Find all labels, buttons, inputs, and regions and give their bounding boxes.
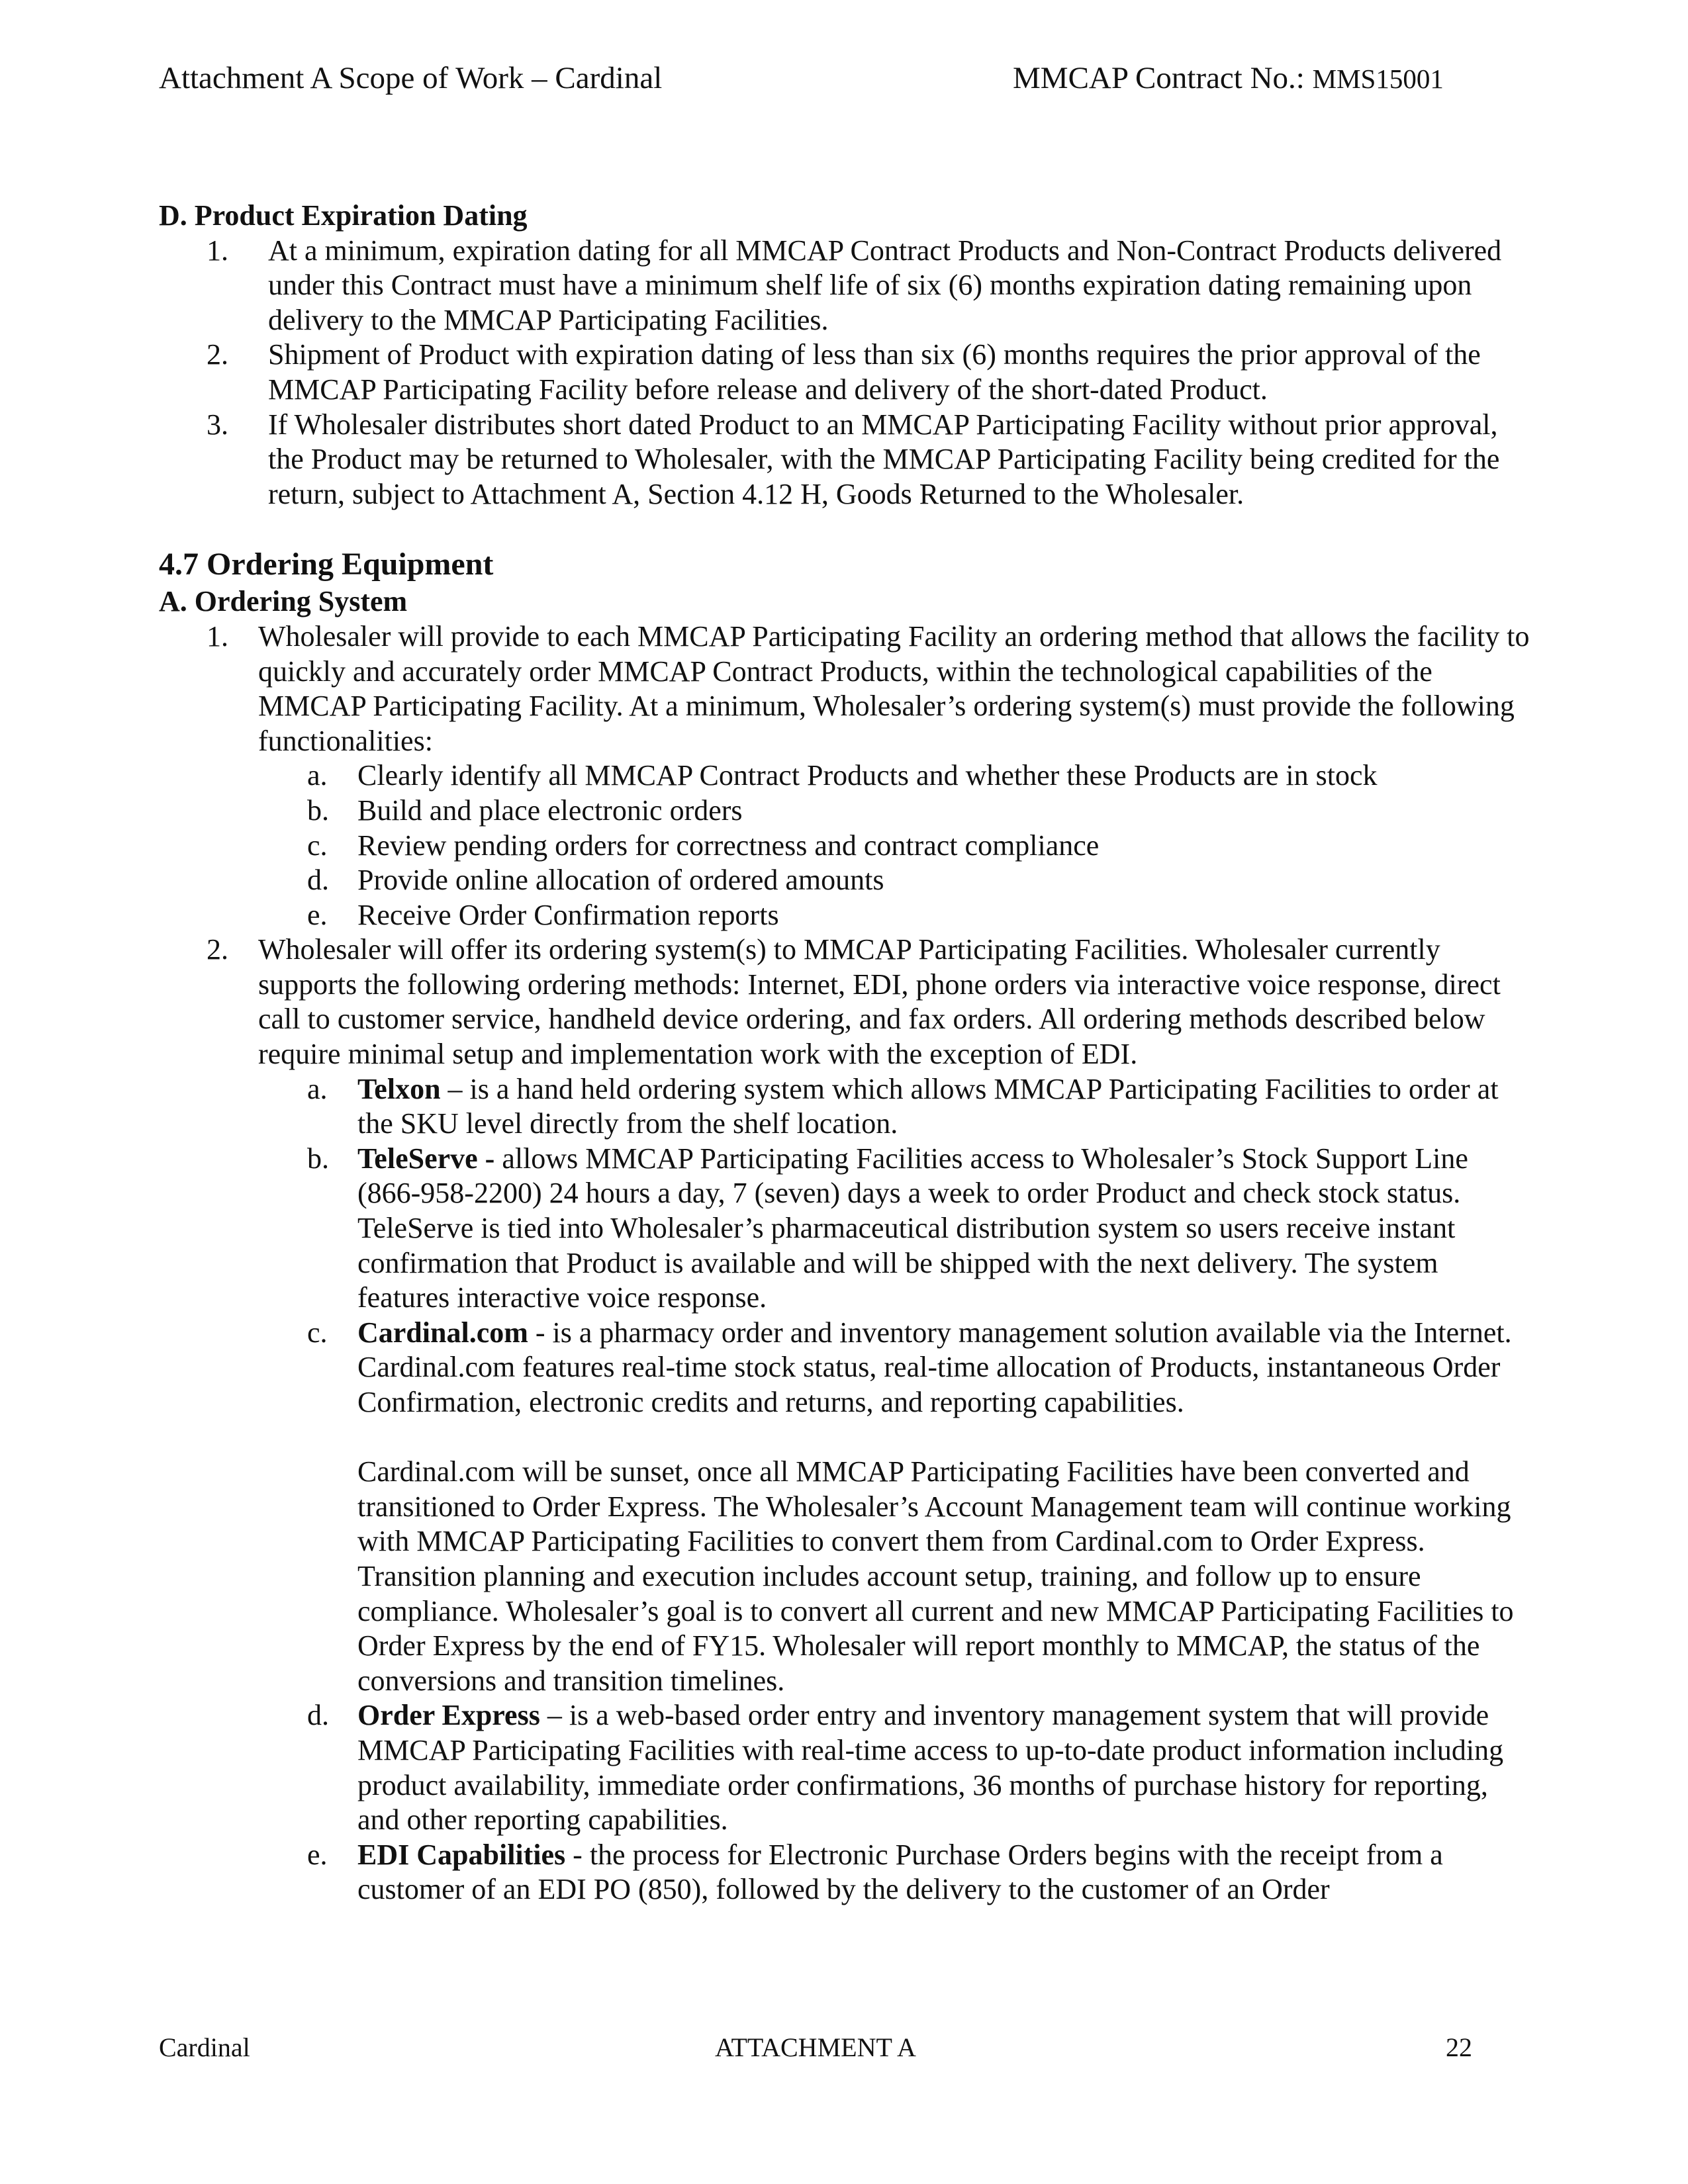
item-number: 2. <box>207 338 228 371</box>
item-letter: e. <box>307 898 328 931</box>
method-term: Order Express <box>357 1699 540 1732</box>
list-item <box>258 1698 1536 1837</box>
section-d-heading: D. Product Expiration Dating <box>159 199 528 232</box>
contract-number: MMS15001 <box>1312 64 1444 94</box>
list-item <box>159 338 1536 407</box>
item-letter: b. <box>307 1142 329 1175</box>
section-d-list <box>159 234 1536 512</box>
list-item <box>258 1142 1536 1316</box>
item-text: At a minimum, expiration dating for all MMCAP Contract Products and Non-Contract Products delivered under this Contract must have a minimum shelf life of six (6) months expiration dating remaining upon delivery to the MMCAP Participating Facilities. <box>268 234 1502 336</box>
page-footer <box>159 2029 1496 2066</box>
item-number: 3. <box>207 408 228 441</box>
footer-attachment: ATTACHMENT A <box>715 2032 916 2062</box>
item-letter: a. <box>307 1072 328 1105</box>
list-item <box>258 863 1536 898</box>
list-item <box>258 1838 1536 1907</box>
method-term: Telxon <box>357 1072 441 1105</box>
list-item <box>258 758 1536 794</box>
functionality-list <box>258 758 1536 933</box>
page-number: 22 <box>1446 2032 1472 2062</box>
item-letter: c. <box>307 829 328 862</box>
method-term: Cardinal.com <box>357 1316 528 1349</box>
contract-label: MMCAP Contract No.: <box>1013 61 1305 95</box>
page-header <box>159 58 1496 98</box>
list-item <box>159 234 1536 338</box>
section-47-heading: 4.7 Ordering Equipment <box>159 547 494 582</box>
footer-company: Cardinal <box>159 2032 250 2062</box>
list-item <box>159 619 1536 933</box>
item-number: 1. <box>207 619 228 653</box>
ordering-system-heading: A. Ordering System <box>159 585 408 618</box>
header-title: Attachment A Scope of Work – Cardinal <box>159 61 663 95</box>
method-term: EDI Capabilities <box>357 1838 566 1871</box>
list-item <box>159 408 1536 512</box>
document-body <box>159 199 1536 1907</box>
item-text: Build and place electronic orders <box>357 794 743 827</box>
item-text: Shipment of Product with expiration dating of less than six (6) months requires the prior approval of the MMCAP Participating Facility before release and delivery of the short-dated Product. <box>268 338 1481 406</box>
item-text: - the process for Electronic Purchase Orders begins with the receipt from a customer of an EDI PO (850), followed by the delivery to the customer of an Order <box>357 1838 1443 1906</box>
list-item <box>258 1316 1536 1699</box>
item-letter: d. <box>307 864 329 897</box>
method-term: TeleServe - <box>357 1142 495 1175</box>
list-item <box>258 1072 1536 1142</box>
item-letter: b. <box>307 794 329 827</box>
item-letter: c. <box>307 1316 328 1349</box>
ordering-methods-list <box>258 1072 1536 1907</box>
item-number: 1. <box>207 234 228 267</box>
item-text: Wholesaler will provide to each MMCAP Participating Facility an ordering method that allows the facility to quickly and accurately order MMCAP Contract Products, within the technological capabilities of the MMCAP Participating Facility. At a minimum, Wholesaler’s ordering system(s) must provide the following functionalities: <box>258 619 1530 757</box>
list-item <box>258 794 1536 829</box>
item-text: Provide online allocation of ordered amounts <box>357 864 884 897</box>
item-text: – is a web-based order entry and inventory management system that will provide MMCAP Participating Facilities with real-time access to up-to-date product information including product availability, immediate order confirmations, 36 months of purchase history for reporting, and other reporting capabilities. <box>357 1699 1504 1837</box>
item-text: Receive Order Confirmation reports <box>357 898 779 931</box>
item-text: - is a pharmacy order and inventory management solution available via the Internet. Cardinal.com features real-time stock status, real-time allocation of Products, instantaneous Order Confirmation, electronic credits and returns, and reporting capabilities. <box>357 1316 1512 1418</box>
item-text: Wholesaler will offer its ordering system(s) to MMCAP Participating Facilities. Wholesaler currently supports the following ordering methods: Internet, EDI, phone orders via interactive voice response, direct call to customer service, handheld device ordering, and fax orders. All ordering methods described below require minimal setup and implementation work with the exception of EDI. <box>258 933 1501 1071</box>
list-item <box>258 829 1536 864</box>
item-text: – is a hand held ordering system which allows MMCAP Participating Facilities to order at the SKU level directly from the shelf location. <box>357 1072 1499 1140</box>
item-text: Review pending orders for correctness and contract compliance <box>357 829 1100 862</box>
item-number: 2. <box>207 933 228 966</box>
list-item <box>258 898 1536 933</box>
item-text: allows MMCAP Participating Facilities access to Wholesaler’s Stock Support Line (866-958-2200) 24 hours a day, 7 (seven) days a week to order Product and check stock status. TeleServe is tied into Wholesaler’s pharmaceutical distribution system so users receive instant confirmation that Product is available and will be shipped with the next delivery. The system features interactive voice response. <box>357 1142 1468 1314</box>
ordering-system-list <box>159 619 1536 1907</box>
item-letter: d. <box>307 1699 329 1732</box>
header-contract <box>1013 58 1444 99</box>
item-paragraph: Cardinal.com will be sunset, once all MMCAP Participating Facilities have been converted and transitioned to Order Express. The Wholesaler’s Account Management team will continue working with MMCAP Participating Facilities to convert them from Cardinal.com to Order Express. Transition planning and execution includes account setup, training, and follow up to ensure compliance. Wholesaler’s goal is to convert all current and new MMCAP Participating Facilities to Order Express by the end of FY15. Wholesaler will report monthly to MMCAP, the status of the conversions and transition timelines. <box>357 1455 1514 1697</box>
item-text: Clearly identify all MMCAP Contract Products and whether these Products are in stock <box>357 759 1378 792</box>
item-text: If Wholesaler distributes short dated Product to an MMCAP Participating Facility without prior approval, the Product may be returned to Wholesaler, with the MMCAP Participating Facility being credited for the return, subject to Attachment A, Section 4.12 H, Goods Returned to the Wholesaler. <box>268 408 1500 510</box>
item-letter: e. <box>307 1838 328 1871</box>
list-item <box>159 933 1536 1907</box>
item-letter: a. <box>307 759 328 792</box>
